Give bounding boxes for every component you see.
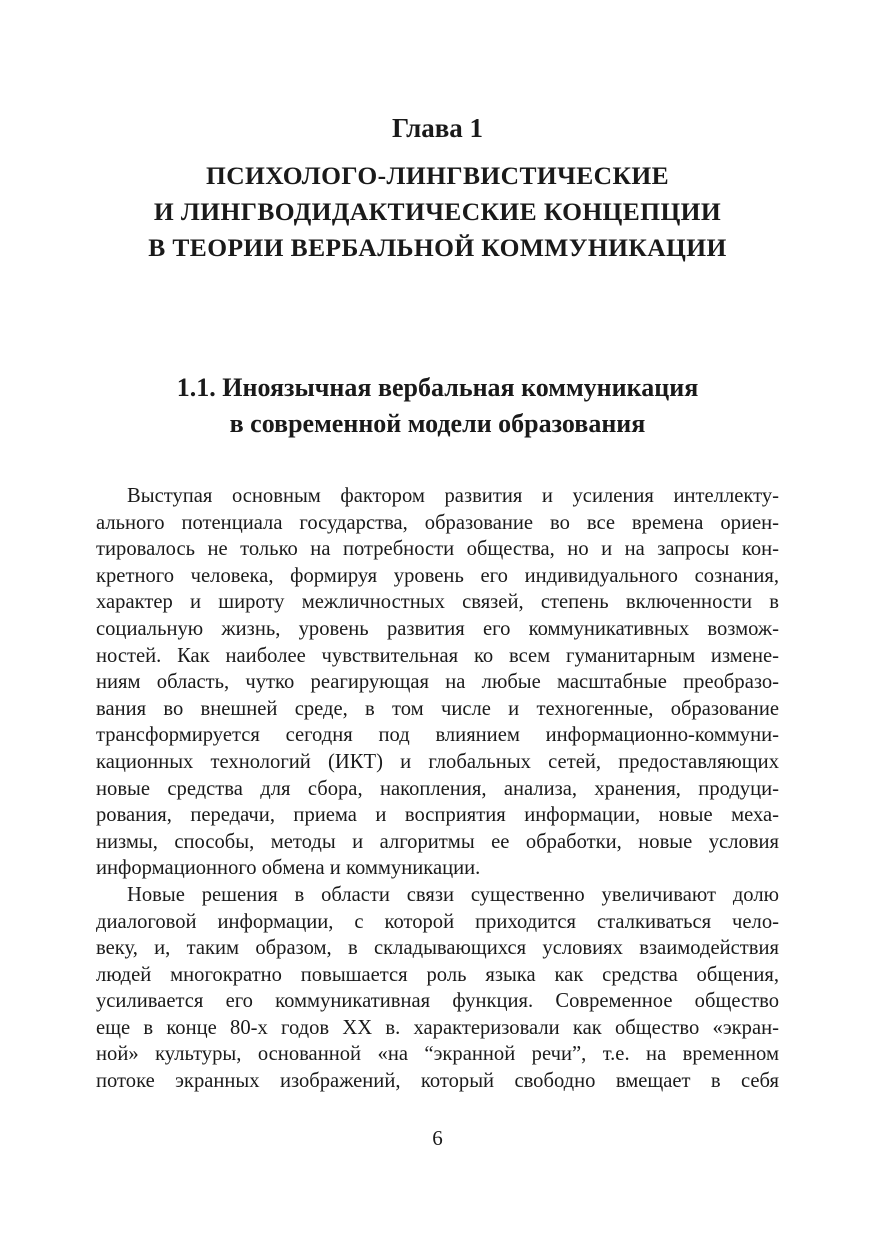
paragraph-line: ной» культуры, основанной «на “экранной речи”, т.е. на временном bbox=[96, 1043, 779, 1066]
chapter-title-line: ПСИХОЛОГО-ЛИНГВИСТИЧЕСКИЕ bbox=[206, 161, 669, 190]
paragraph-line: людей многократно повышается роль языка как средства общения, bbox=[96, 963, 779, 986]
paragraph-line: веку, и, таким образом, в складывающихся условиях взаимодействия bbox=[96, 937, 779, 960]
paragraph-line: новые средства для сбора, накопления, анализа, хранения, продуци- bbox=[96, 777, 779, 800]
paragraph-line: Новые решения в области связи существенно увеличивают долю bbox=[127, 883, 779, 906]
paragraph-line: ниям область, чутко реагирующая на любые масштабные преобразо- bbox=[96, 671, 779, 694]
paragraph-line: потоке экранных изображений, который свободно вмещает в себя bbox=[96, 1070, 779, 1093]
chapter-title-line: И ЛИНГВОДИДАКТИЧЕСКИЕ КОНЦЕПЦИИ bbox=[153, 197, 722, 226]
paragraph-line: характер и широту межличностных связей, степень включенности в bbox=[96, 591, 779, 614]
paragraph-line: ностей. Как наиболее чувствительная ко всем гуманитарным измене- bbox=[96, 644, 779, 667]
paragraph-line: вания во внешней среде, в том числе и техногенные, образование bbox=[96, 697, 779, 720]
paragraph-line: тировалось не только на потребности общества, но и на запросы кон- bbox=[96, 538, 779, 561]
paragraph-line: информационного обмена и коммуникации. bbox=[96, 857, 481, 880]
page-number: 6 bbox=[432, 1126, 443, 1150]
paragraph-line: социальную жизнь, уровень развития его коммуникативных возмож- bbox=[96, 617, 779, 640]
paragraph-line: кационных технологий (ИКТ) и глобальных сетей, предоставляющих bbox=[96, 750, 779, 773]
body-text bbox=[96, 483, 779, 1095]
paragraph-line: низмы, способы, методы и алгоритмы ее обработки, новые условия bbox=[96, 830, 779, 853]
paragraph-line: ального потенциала государства, образование во все времена ориен- bbox=[96, 511, 779, 534]
paragraph-line: Выступая основным фактором развития и усиления интеллекту- bbox=[127, 485, 779, 507]
chapter-title-line: В ТЕОРИИ ВЕРБАЛЬНОЙ КОММУНИКАЦИИ bbox=[148, 233, 727, 262]
paragraph-line: кретного человека, формируя уровень его индивидуального сознания, bbox=[96, 564, 779, 587]
section-title-line: в современной модели образования bbox=[229, 409, 646, 438]
paragraph-line: диалоговой информации, с которой приходится сталкиваться чело- bbox=[96, 910, 779, 933]
chapter-label: Глава 1 bbox=[391, 113, 484, 143]
paragraph-line: трансформируется сегодня под влиянием информационно-коммуни- bbox=[96, 724, 779, 747]
paragraph-line: рования, передачи, приема и восприятия информации, новые меха- bbox=[96, 804, 779, 827]
chapter-title bbox=[0, 158, 875, 266]
section-title-line: 1.1. Иноязычная вербальная коммуникация bbox=[176, 373, 699, 402]
paragraph-line: усиливается его коммуникативная функция. Современное общество bbox=[96, 990, 779, 1013]
paragraph-line: еще в конце 80-х годов XX в. характеризовали как общество «экран- bbox=[96, 1016, 779, 1039]
section-title bbox=[0, 370, 875, 442]
